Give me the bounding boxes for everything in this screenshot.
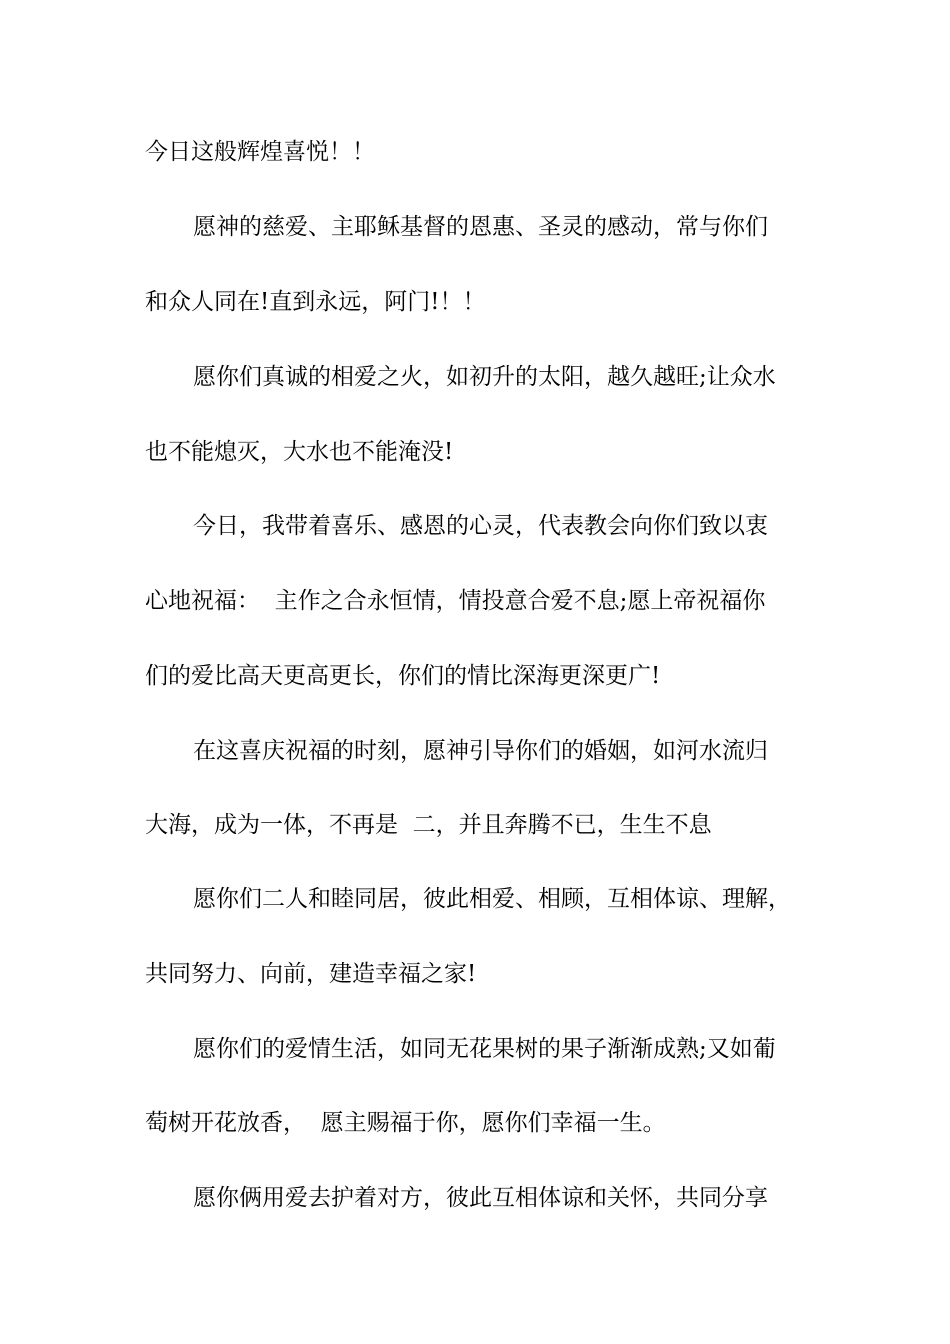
text-line-3: 和众人同在!直到永远，阿门!！！ <box>145 289 486 315</box>
text-line-9: 在这喜庆祝福的时刻，愿神引导你们的婚姻，如河水流归 <box>193 738 768 764</box>
text-line-11: 愿你们二人和睦同居，彼此相爱、相顾，互相体谅、理解， <box>193 886 791 912</box>
text-line-2: 愿神的慈爱、主耶稣基督的恩惠、圣灵的感动，常与你们 <box>193 214 768 240</box>
text-line-10: 大海，成为一体，不再是 二，并且奔腾不已，生生不息 <box>145 812 712 838</box>
text-line-6: 今日，我带着喜乐、感恩的心灵，代表教会向你们致以衷 <box>193 513 768 539</box>
text-line-13: 愿你们的爱情生活，如同无花果树的果子渐渐成熟;又如葡 <box>193 1036 776 1062</box>
text-line-7: 心地祝福： 主作之合永恒情，情投意合爱不息;愿上帝祝福你 <box>145 588 766 614</box>
text-line-15: 愿你俩用爱去护着对方，彼此互相体谅和关怀，共同分享 <box>193 1185 768 1211</box>
text-line-12: 共同努力、向前，建造幸福之家! <box>145 961 477 987</box>
text-line-1: 今日这般辉煌喜悦！！ <box>145 139 375 165</box>
text-line-4: 愿你们真诚的相爱之火，如初升的太阳，越久越旺;让众水 <box>193 364 776 390</box>
text-line-8: 们的爱比高天更高更长，你们的情比深海更深更广! <box>145 663 661 689</box>
text-line-5: 也不能熄灭，大水也不能淹没! <box>145 439 454 465</box>
text-line-14: 萄树开花放香， 愿主赐福于你，愿你们幸福一生。 <box>145 1110 666 1136</box>
